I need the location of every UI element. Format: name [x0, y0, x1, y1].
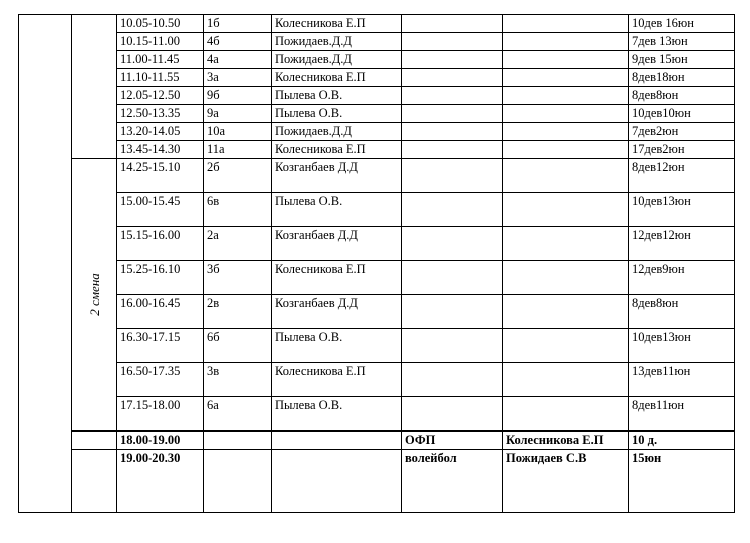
table-row [19, 193, 735, 227]
cell-activity [402, 87, 503, 105]
cell-class: 11а [204, 141, 272, 159]
table-row [19, 159, 735, 193]
cell-teacher: Колесникова Е.П [272, 69, 402, 87]
cell-teacher: Колесникова Е.П [272, 363, 402, 397]
cell-class: 2а [204, 227, 272, 261]
cell-class: 10а [204, 123, 272, 141]
cell-class: 9а [204, 105, 272, 123]
cell-time: 15.25-16.10 [117, 261, 204, 295]
cell-class: 4б [204, 33, 272, 51]
cell-time: 16.30-17.15 [117, 329, 204, 363]
cell-count: 7дев 13юн [629, 33, 735, 51]
cell-time: 12.05-12.50 [117, 87, 204, 105]
cell-count: 15юн [629, 450, 735, 513]
table-row [19, 15, 735, 33]
cell-activity [402, 227, 503, 261]
cell-teacher: Козганбаев Д.Д [272, 227, 402, 261]
table-row [19, 123, 735, 141]
cell-coach [503, 159, 629, 193]
cell-teacher: Пожидаев.Д.Д [272, 51, 402, 69]
cell-class: 6б [204, 329, 272, 363]
cell-time: 13.45-14.30 [117, 141, 204, 159]
cell-activity [402, 141, 503, 159]
cell-coach [503, 123, 629, 141]
cell-time: 16.00-16.45 [117, 295, 204, 329]
table-row [19, 227, 735, 261]
cell-activity [402, 397, 503, 432]
cell-activity [402, 123, 503, 141]
cell-coach [503, 51, 629, 69]
cell-time: 19.00-20.30 [117, 450, 204, 513]
cell-count: 8дев18юн [629, 69, 735, 87]
outer-column-cell [19, 15, 72, 513]
cell-time: 11.10-11.55 [117, 69, 204, 87]
cell-count: 8дев8юн [629, 295, 735, 329]
cell-teacher: Пылева О.В. [272, 105, 402, 123]
cell-time: 18.00-19.00 [117, 431, 204, 450]
cell-count: 13дев11юн [629, 363, 735, 397]
cell-time: 14.25-15.10 [117, 159, 204, 193]
cell-teacher: Пылева О.В. [272, 193, 402, 227]
cell-coach [503, 227, 629, 261]
cell-teacher [272, 450, 402, 513]
table-row [19, 450, 735, 513]
cell-time: 12.50-13.35 [117, 105, 204, 123]
cell-teacher: Пылева О.В. [272, 329, 402, 363]
cell-count: 7дев2юн [629, 123, 735, 141]
cell-coach [503, 15, 629, 33]
shift1-label-cell [72, 15, 117, 159]
cell-activity [402, 51, 503, 69]
cell-coach [503, 397, 629, 432]
cell-time: 10.05-10.50 [117, 15, 204, 33]
extra-label-cell [72, 450, 117, 513]
cell-count: 8дев8юн [629, 87, 735, 105]
cell-activity [402, 159, 503, 193]
cell-activity [402, 363, 503, 397]
cell-count: 10дев10юн [629, 105, 735, 123]
cell-activity [402, 33, 503, 51]
cell-class [204, 450, 272, 513]
cell-coach [503, 363, 629, 397]
cell-time: 13.20-14.05 [117, 123, 204, 141]
cell-coach [503, 261, 629, 295]
cell-teacher: Колесникова Е.П [272, 15, 402, 33]
table-row [19, 431, 735, 450]
cell-coach [503, 193, 629, 227]
table-row [19, 329, 735, 363]
cell-count: 12дев9юн [629, 261, 735, 295]
cell-class: 9б [204, 87, 272, 105]
cell-activity [402, 261, 503, 295]
cell-coach [503, 69, 629, 87]
cell-time: 17.15-18.00 [117, 397, 204, 432]
cell-count: 10дев13юн [629, 329, 735, 363]
table-row [19, 363, 735, 397]
table-row [19, 87, 735, 105]
cell-teacher: Пожидаев.Д.Д [272, 33, 402, 51]
table-row [19, 295, 735, 329]
cell-coach: Колесникова Е.П [503, 431, 629, 450]
cell-activity [402, 295, 503, 329]
cell-class: 3б [204, 261, 272, 295]
cell-class: 1б [204, 15, 272, 33]
cell-count: 10дев 16юн [629, 15, 735, 33]
cell-teacher: Пылева О.В. [272, 87, 402, 105]
table-row [19, 51, 735, 69]
cell-count: 10 д. [629, 431, 735, 450]
schedule-table [18, 14, 735, 513]
cell-activity [402, 193, 503, 227]
table-row [19, 397, 735, 432]
shift-label: 2 смена [86, 272, 102, 316]
cell-class [204, 431, 272, 450]
table-row [19, 141, 735, 159]
cell-coach [503, 33, 629, 51]
cell-time: 10.15-11.00 [117, 33, 204, 51]
cell-teacher: Козганбаев Д.Д [272, 159, 402, 193]
cell-class: 4а [204, 51, 272, 69]
shift2-label-cell [72, 159, 117, 432]
table-row [19, 33, 735, 51]
cell-coach [503, 295, 629, 329]
cell-coach: Пожидаев С.В [503, 450, 629, 513]
cell-class: 2в [204, 295, 272, 329]
cell-time: 15.00-15.45 [117, 193, 204, 227]
cell-count: 8дев12юн [629, 159, 735, 193]
cell-activity: волейбол [402, 450, 503, 513]
cell-activity [402, 69, 503, 87]
cell-teacher [272, 431, 402, 450]
cell-class: 2б [204, 159, 272, 193]
cell-class: 3в [204, 363, 272, 397]
cell-coach [503, 141, 629, 159]
cell-time: 15.15-16.00 [117, 227, 204, 261]
cell-teacher: Козганбаев Д.Д [272, 295, 402, 329]
cell-count: 12дев12юн [629, 227, 735, 261]
cell-class: 6а [204, 397, 272, 432]
cell-activity: ОФП [402, 431, 503, 450]
cell-time: 16.50-17.35 [117, 363, 204, 397]
cell-activity [402, 105, 503, 123]
cell-activity [402, 329, 503, 363]
cell-teacher: Пожидаев.Д.Д [272, 123, 402, 141]
cell-coach [503, 87, 629, 105]
cell-teacher: Колесникова Е.П [272, 261, 402, 295]
cell-teacher: Колесникова Е.П [272, 141, 402, 159]
cell-count: 9дев 15юн [629, 51, 735, 69]
table-row [19, 261, 735, 295]
cell-count: 8дев11юн [629, 397, 735, 432]
table-row [19, 105, 735, 123]
cell-activity [402, 15, 503, 33]
cell-coach [503, 105, 629, 123]
cell-count: 10дев13юн [629, 193, 735, 227]
cell-class: 3а [204, 69, 272, 87]
cell-teacher: Пылева О.В. [272, 397, 402, 432]
cell-coach [503, 329, 629, 363]
cell-count: 17дев2юн [629, 141, 735, 159]
cell-class: 6в [204, 193, 272, 227]
cell-time: 11.00-11.45 [117, 51, 204, 69]
extra-label-cell [72, 431, 117, 450]
schedule-body [19, 15, 735, 513]
table-row [19, 69, 735, 87]
